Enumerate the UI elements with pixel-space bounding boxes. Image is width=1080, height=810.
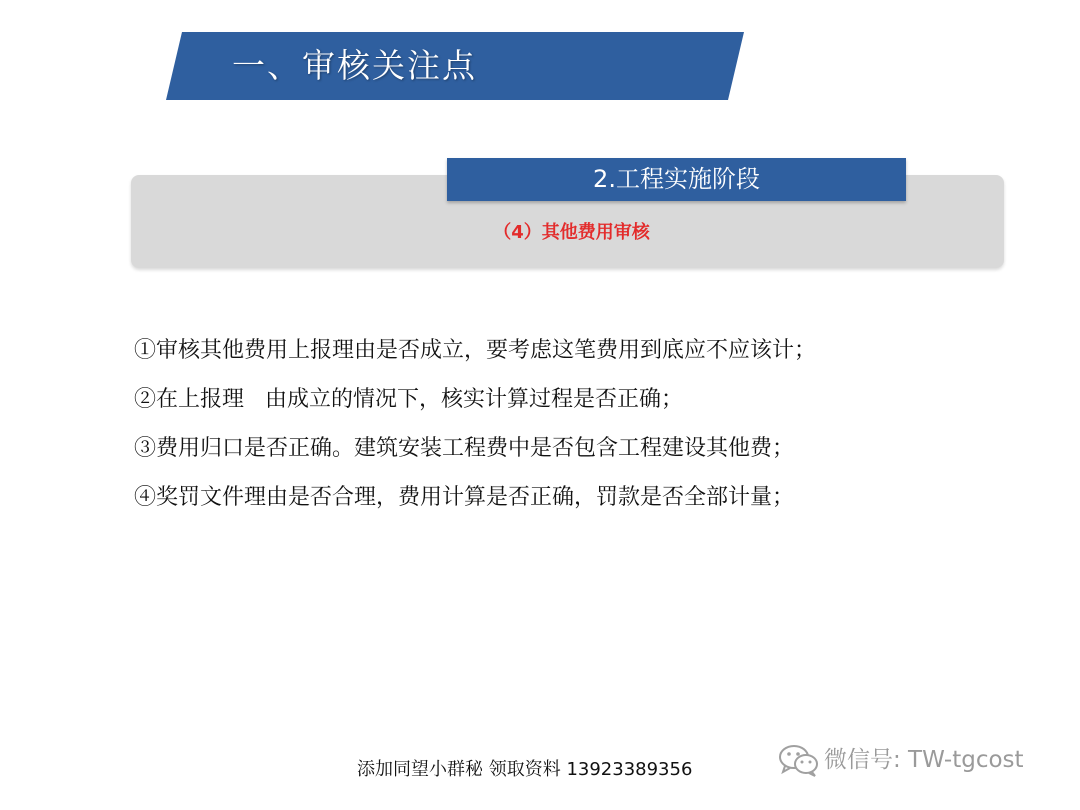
list-item: ③费用归口是否正确。建筑安装工程费中是否包含工程建设其他费； [134, 436, 795, 461]
stage-label: 2.工程实施阶段 [593, 165, 760, 193]
wechat-icon [778, 743, 820, 777]
list-item: ①审核其他费用上报理由是否成立，要考虑这笔费用到底应不应该计； [134, 338, 817, 363]
review-points-list [134, 326, 1034, 522]
page-title: 一、审核关注点 [232, 46, 477, 85]
sub-heading: （4）其他费用审核 [493, 222, 650, 243]
list-item: ④奖罚文件理由是否合理，费用计算是否正确，罚款是否全部计量； [134, 485, 795, 510]
wechat-id-label: 微信号: TW-tgcost [824, 747, 1024, 773]
footer-promo: 添加同望小群秘 领取资料 13923389356 [357, 759, 693, 780]
list-item: ②在上报理 由成立的情况下，核实计算过程是否正确； [134, 387, 683, 412]
